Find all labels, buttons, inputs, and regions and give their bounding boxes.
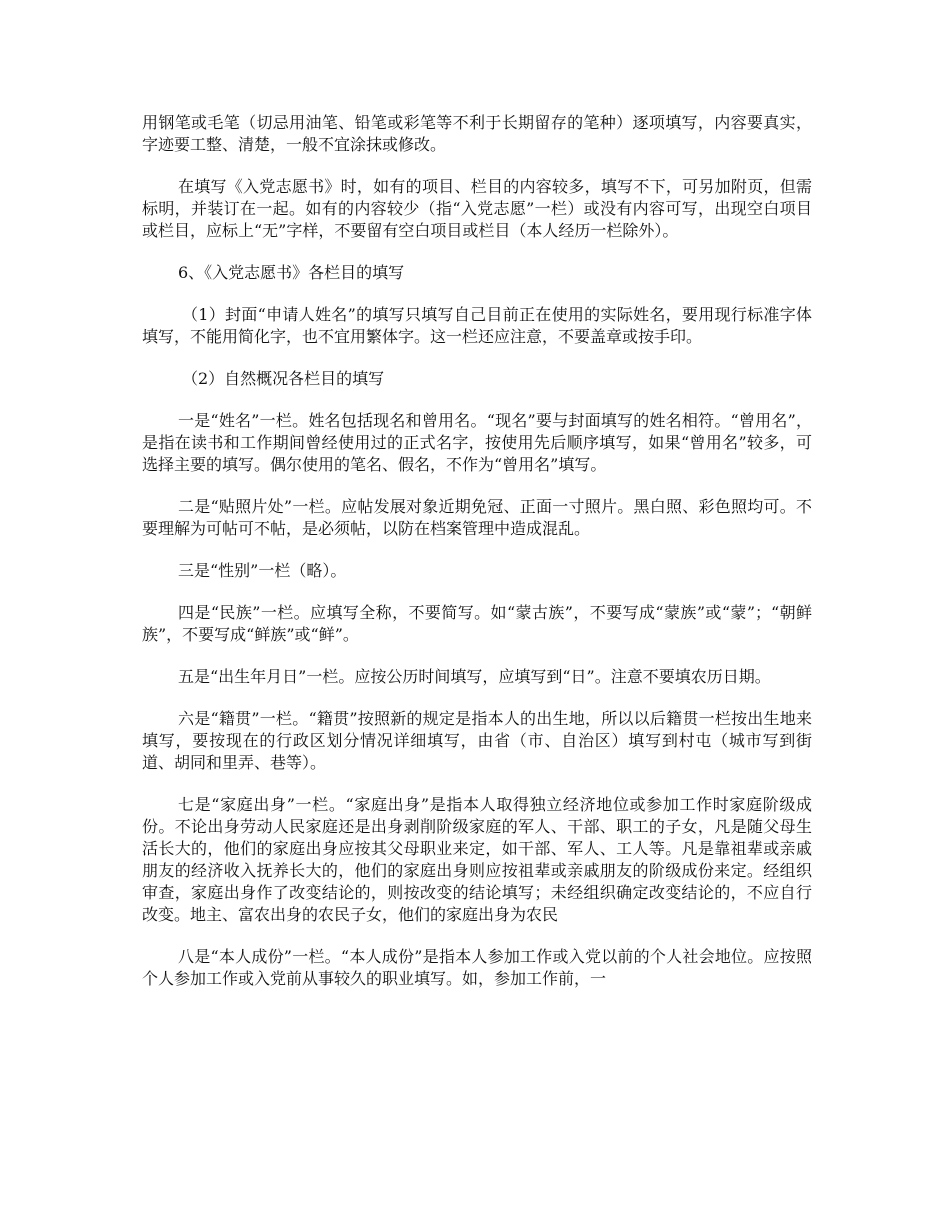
paragraph-cover-name: （1）封面“申请人姓名”的填写只填写自己目前正在使用的实际姓名，要用现行标准字体填写，不能用简化字，也不宜用繁体字。这一栏还应注意，不要盖章或按手印。 xyxy=(142,305,812,346)
subheading-basic-info: （2）自然概况各栏目的填写 xyxy=(182,369,385,388)
paragraph-personal-status-field: 八是“本人成份”一栏。“本人成份”是指本人参加工作或入党以前的个人社会地位。应按照个人参加工作或入党前从事较久的职业填写。如，参加工作前，一 xyxy=(142,947,812,988)
paragraph-photo-field: 二是“贴照片处”一栏。应帖发展对象近期免冠、正面一寸照片。黑白照、彩色照均可。不要理解为可帖可不帖，是必须帖，以防在档案管理中造成混乱。 xyxy=(142,497,812,538)
document-page xyxy=(142,112,812,1010)
paragraph-gender-field: 三是“性别”一栏（略）。 xyxy=(178,561,347,580)
paragraph-family-origin-field: 七是“家庭出身”一栏。“家庭出身”是指本人取得独立经济地位或参加工作时家庭阶级成份。不论出身劳动人民家庭还是出身剥削阶级家庭的军人、干部、职工的子女，凡是随父母生活长大的，他们的家庭出身应按其父母职业来定，如干部、军人、工人等。凡是靠祖辈或亲戚朋友的经济收入抚养长大的，他们的家庭出身则应按祖辈或亲戚朋友的阶级成份来定。经组织审查，家庭出身作了改变结论的，则按改变的结论填写；未经组织确定改变结论的，不应自行改变。地主、富农出身的农民子女，他们的家庭出身为农民 xyxy=(142,795,812,924)
section-heading-6: 6、《入党志愿书》各栏目的填写 xyxy=(178,263,405,282)
paragraph-writing-instrument: 用钢笔或毛笔（切忌用油笔、铅笔或彩笔等不利于长期留存的笔种）逐项填写，内容要真实，字迹要工整、清楚，一般不宜涂抹或修改。 xyxy=(142,113,812,154)
paragraph-native-place-field: 六是“籍贯”一栏。“籍贯”按照新的规定是指本人的出生地，所以以后籍贯一栏按出生地来填写，要按现在的行政区划分情况详细填写，由省（市、自治区）填写到村屯（城市写到街道、胡同和里弄、巷等）。 xyxy=(142,709,812,772)
paragraph-ethnicity-field: 四是“民族”一栏。应填写全称，不要简写。如“蒙古族”，不要写成“蒙族”或“蒙”；“朝鲜族”，不要写成“鲜族”或“鲜”。 xyxy=(142,603,812,644)
paragraph-name-field: 一是“姓名”一栏。姓名包括现名和曾用名。“现名”要与封面填写的姓名相符。“曾用名”，是指在读书和工作期间曾经使用过的正式名字，按使用先后顺序填写，如果“曾用名”较多，可选择主要的填写。偶尔使用的笔名、假名，不作为“曾用名”填写。 xyxy=(142,411,812,474)
paragraph-attachments: 在填写《入党志愿书》时，如有的项目、栏目的内容较多，填写不下，可另加附页，但需标明，并装订在一起。如有的内容较少（指“入党志愿”一栏）或没有内容可写，出现空白项目或栏目，应标上“无”字样，不要留有空白项目或栏目（本人经历一栏除外）。 xyxy=(142,177,812,240)
paragraph-birthdate-field: 五是“出生年月日”一栏。应按公历时间填写，应填写到“日”。注意不要填农历日期。 xyxy=(178,667,771,686)
